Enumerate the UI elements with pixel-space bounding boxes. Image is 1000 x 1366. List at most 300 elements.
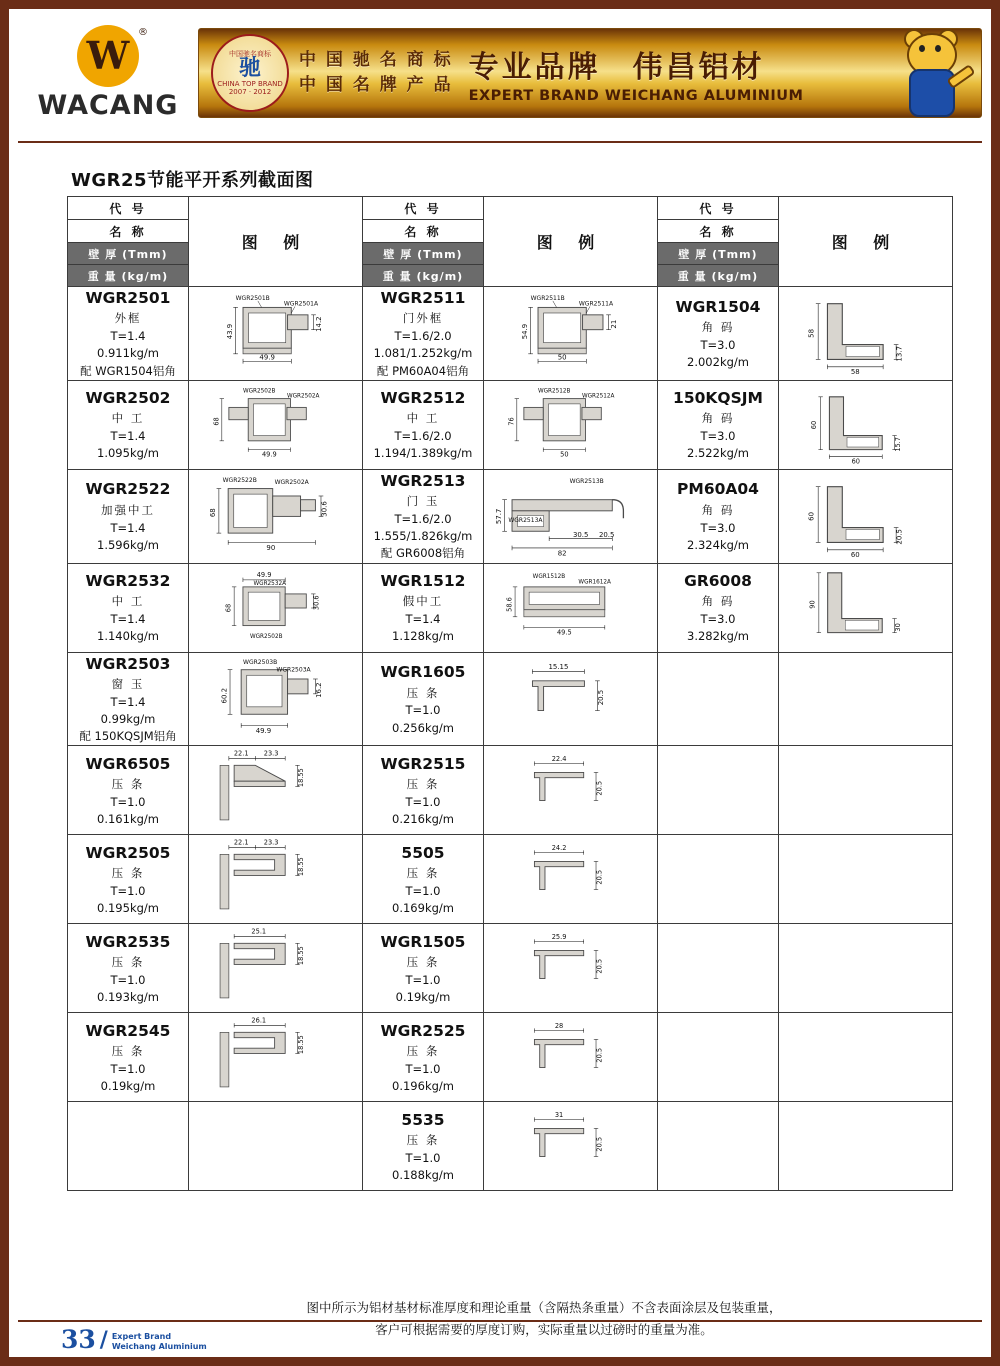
svg-text:WGR2503B: WGR2503B bbox=[243, 658, 278, 666]
profile-code-cell bbox=[68, 380, 189, 469]
profile-code-cell bbox=[658, 287, 779, 381]
profile-extra: 配 WGR1504铝角 bbox=[80, 363, 176, 378]
svg-text:30.6: 30.6 bbox=[312, 595, 321, 610]
header-code: 代 号 bbox=[363, 197, 483, 220]
table-row bbox=[68, 1102, 953, 1191]
footer-divider bbox=[18, 1320, 982, 1322]
svg-text:22.1: 22.1 bbox=[233, 750, 249, 759]
note-line-2: 客户可根据需要的厚度订购，实际重量以过磅时的重量为准。 bbox=[375, 1321, 713, 1337]
svg-text:57.7: 57.7 bbox=[494, 508, 503, 524]
svg-text:WGR2532A: WGR2532A bbox=[253, 580, 287, 587]
profile-thickness: T=1.6/2.0 bbox=[394, 511, 452, 526]
svg-text:60: 60 bbox=[807, 511, 816, 521]
profile-code-cell bbox=[658, 380, 779, 469]
svg-text:68: 68 bbox=[224, 603, 233, 612]
profile-code-cell bbox=[363, 924, 484, 1013]
profile-name: 压 条 bbox=[406, 1132, 440, 1147]
empty-code-cell bbox=[658, 652, 779, 746]
profile-code-cell bbox=[68, 469, 189, 563]
svg-text:22.1: 22.1 bbox=[233, 839, 249, 848]
profile-weight: 0.161kg/m bbox=[97, 811, 159, 826]
svg-text:20.5: 20.5 bbox=[596, 689, 605, 705]
svg-text:WGR2502A: WGR2502A bbox=[286, 393, 320, 400]
svg-text:49.9: 49.9 bbox=[255, 726, 272, 735]
svg-text:WGR2503A: WGR2503A bbox=[276, 666, 311, 674]
profile-code-cell bbox=[68, 563, 189, 652]
svg-text:23.3: 23.3 bbox=[263, 750, 279, 759]
profile-figure-cell bbox=[189, 563, 363, 652]
svg-text:WGR2513A: WGR2513A bbox=[508, 516, 543, 524]
empty-code-cell bbox=[68, 1102, 189, 1191]
profile-weight: 0.196kg/m bbox=[392, 1078, 454, 1093]
profile-figure-cell bbox=[189, 469, 363, 563]
svg-text:18.55: 18.55 bbox=[296, 857, 305, 877]
cert-line-1: 中 国 驰 名 商 标 bbox=[299, 50, 453, 71]
profile-code: WGR1605 bbox=[380, 663, 466, 682]
svg-text:WGR2513B: WGR2513B bbox=[569, 477, 604, 485]
profile-cross-section-icon bbox=[189, 381, 362, 469]
svg-text:20.5: 20.5 bbox=[595, 1137, 604, 1153]
profile-cross-section-icon bbox=[189, 287, 362, 380]
profile-weight: 1.596kg/m bbox=[97, 537, 159, 552]
profile-cross-section-icon bbox=[484, 924, 657, 1012]
profile-code-cell bbox=[363, 746, 484, 835]
profile-cross-section-icon bbox=[779, 564, 952, 652]
svg-text:20.5: 20.5 bbox=[595, 959, 604, 975]
profile-weight: 0.99kg/m bbox=[100, 711, 156, 726]
profile-cross-section-icon bbox=[189, 746, 362, 834]
profile-cross-section-icon bbox=[484, 564, 657, 652]
profile-cross-section-icon bbox=[484, 653, 657, 746]
profile-name: 压 条 bbox=[406, 776, 440, 791]
seal-year: 2007 · 2012 bbox=[228, 88, 272, 97]
profile-name: 中 工 bbox=[406, 411, 440, 426]
profile-code: 5505 bbox=[401, 843, 445, 862]
profile-name: 角 码 bbox=[701, 319, 735, 334]
table-row bbox=[68, 746, 953, 835]
profile-weight: 0.256kg/m bbox=[392, 720, 454, 735]
svg-text:15.7: 15.7 bbox=[893, 436, 902, 452]
profile-figure-cell bbox=[779, 563, 953, 652]
svg-text:16.2: 16.2 bbox=[314, 682, 323, 698]
logo-letter: W bbox=[86, 33, 130, 78]
header-weight: 重 量 (kg/m) bbox=[68, 265, 188, 286]
profile-code-cell bbox=[363, 1102, 484, 1191]
profiles-table-wrapper bbox=[67, 196, 951, 1191]
china-top-brand-seal-icon bbox=[211, 34, 289, 112]
profile-thickness: T=1.0 bbox=[110, 794, 146, 809]
profile-figure-cell bbox=[484, 652, 658, 746]
svg-text:18.55: 18.55 bbox=[296, 946, 305, 966]
profile-weight: 0.188kg/m bbox=[392, 1167, 454, 1182]
profile-thickness: T=1.0 bbox=[405, 972, 441, 987]
svg-text:49.9: 49.9 bbox=[261, 450, 277, 459]
profile-cross-section-icon bbox=[189, 564, 362, 652]
profile-name: 加强中工 bbox=[101, 502, 155, 517]
profile-code-cell bbox=[68, 746, 189, 835]
header-figure: 图 例 bbox=[779, 197, 953, 287]
profile-thickness: T=1.4 bbox=[110, 694, 146, 709]
page-number bbox=[61, 1327, 207, 1352]
profile-code-cell bbox=[68, 835, 189, 924]
profile-weight: 0.169kg/m bbox=[392, 900, 454, 915]
wacang-logo-icon bbox=[77, 25, 148, 87]
svg-text:20.5: 20.5 bbox=[598, 530, 615, 539]
profile-weight: 2.324kg/m bbox=[687, 537, 749, 552]
page-title: WGR25节能平开系列截面图 bbox=[71, 170, 314, 191]
profile-cross-section-icon bbox=[189, 470, 362, 563]
profile-code-cell bbox=[363, 835, 484, 924]
table-row bbox=[68, 835, 953, 924]
profile-code-cell bbox=[68, 652, 189, 746]
profile-thickness: T=1.0 bbox=[405, 1150, 441, 1165]
profile-thickness: T=1.4 bbox=[110, 329, 146, 344]
profile-name: 压 条 bbox=[406, 865, 440, 880]
profile-code: WGR2525 bbox=[380, 1021, 466, 1040]
profile-weight: 1.081/1.252kg/m bbox=[373, 346, 473, 361]
profile-name: 角 码 bbox=[701, 594, 735, 609]
profile-extra: 配 PM60A04铝角 bbox=[376, 363, 470, 378]
brand-cn-primary: 专业品牌 bbox=[468, 50, 601, 85]
profile-figure-cell bbox=[189, 835, 363, 924]
svg-text:WGR2512B: WGR2512B bbox=[537, 388, 571, 395]
profile-name: 窗 玉 bbox=[111, 676, 145, 691]
table-header-row bbox=[68, 197, 953, 287]
seal-text-top: 中国驰名商标 bbox=[229, 49, 271, 58]
table-row bbox=[68, 469, 953, 563]
empty-figure-cell bbox=[779, 1013, 953, 1102]
profile-cross-section-icon bbox=[484, 287, 657, 380]
profile-code: WGR2545 bbox=[85, 1021, 171, 1040]
profile-figure-cell bbox=[189, 1013, 363, 1102]
header-figure: 图 例 bbox=[484, 197, 658, 287]
svg-text:WGR2502B: WGR2502B bbox=[242, 388, 276, 395]
svg-text:60.2: 60.2 bbox=[220, 687, 229, 704]
profile-thickness: T=1.4 bbox=[405, 611, 441, 626]
profile-name: 中 工 bbox=[111, 594, 145, 609]
tiger-mascot-icon bbox=[891, 29, 977, 117]
page-header bbox=[18, 9, 982, 137]
header-name: 名 称 bbox=[363, 220, 483, 243]
profile-cross-section-icon bbox=[779, 381, 952, 469]
profile-weight: 0.193kg/m bbox=[97, 989, 159, 1004]
profile-thickness: T=3.0 bbox=[700, 337, 736, 352]
empty-code-cell bbox=[658, 1013, 779, 1102]
profile-figure-cell bbox=[484, 287, 658, 381]
footer-note bbox=[234, 1297, 854, 1341]
profile-code: WGR2502 bbox=[85, 389, 171, 408]
svg-text:14.2: 14.2 bbox=[314, 316, 323, 332]
profile-cross-section-icon bbox=[484, 1102, 657, 1190]
profile-figure-cell bbox=[484, 924, 658, 1013]
svg-text:50: 50 bbox=[557, 353, 567, 362]
profile-name: 压 条 bbox=[406, 954, 440, 969]
svg-text:WGR2501B: WGR2501B bbox=[235, 294, 270, 302]
profile-code-cell bbox=[68, 924, 189, 1013]
profile-thickness: T=1.0 bbox=[405, 883, 441, 898]
profile-weight: 0.19kg/m bbox=[395, 989, 451, 1004]
certification-marks bbox=[299, 48, 453, 97]
profile-name: 压 条 bbox=[111, 776, 145, 791]
table-row bbox=[68, 380, 953, 469]
empty-figure-cell bbox=[779, 1102, 953, 1191]
profile-thickness: T=1.4 bbox=[110, 611, 146, 626]
profile-thickness: T=1.0 bbox=[405, 703, 441, 718]
empty-figure-cell bbox=[779, 652, 953, 746]
profile-code-cell bbox=[363, 1013, 484, 1102]
svg-text:49.9: 49.9 bbox=[256, 570, 272, 579]
profile-code: WGR2532 bbox=[85, 571, 171, 590]
header-name: 名 称 bbox=[68, 220, 188, 243]
profile-cross-section-icon bbox=[189, 835, 362, 923]
empty-code-cell bbox=[658, 1102, 779, 1191]
profile-thickness: T=1.0 bbox=[405, 1061, 441, 1076]
svg-text:WGR2501A: WGR2501A bbox=[283, 300, 319, 308]
profile-figure-cell bbox=[484, 380, 658, 469]
profile-code: WGR1504 bbox=[675, 297, 761, 316]
profile-code: WGR2501 bbox=[85, 289, 171, 307]
profile-figure-cell bbox=[484, 469, 658, 563]
profile-thickness: T=1.0 bbox=[405, 794, 441, 809]
profile-code: WGR1512 bbox=[380, 571, 466, 590]
brand-banner bbox=[198, 28, 982, 118]
profile-name: 门 玉 bbox=[406, 494, 440, 509]
profile-thickness: T=1.0 bbox=[110, 1061, 146, 1076]
profile-name: 门外框 bbox=[402, 311, 444, 326]
svg-text:WGR1612A: WGR1612A bbox=[578, 578, 611, 585]
svg-text:15.15: 15.15 bbox=[548, 662, 569, 671]
svg-text:30.6: 30.6 bbox=[320, 501, 329, 517]
profile-thickness: T=1.4 bbox=[110, 520, 146, 535]
profile-code-cell bbox=[363, 380, 484, 469]
profile-name: 压 条 bbox=[111, 1043, 145, 1058]
svg-text:68: 68 bbox=[209, 508, 218, 517]
svg-text:58: 58 bbox=[807, 328, 816, 338]
profile-code-cell bbox=[363, 563, 484, 652]
profile-code: GR6008 bbox=[684, 571, 752, 590]
table-row bbox=[68, 1013, 953, 1102]
company-logo bbox=[18, 9, 198, 137]
profile-code: WGR2522 bbox=[85, 480, 171, 499]
svg-text:60: 60 bbox=[851, 457, 861, 466]
svg-text:30.5: 30.5 bbox=[572, 530, 589, 539]
profile-thickness: T=1.6/2.0 bbox=[394, 429, 452, 444]
profile-weight: 2.002kg/m bbox=[687, 354, 749, 369]
header-name: 名 称 bbox=[658, 220, 778, 243]
svg-text:20.5: 20.5 bbox=[895, 528, 904, 545]
svg-text:82: 82 bbox=[557, 549, 567, 558]
profile-code: WGR2535 bbox=[85, 932, 171, 951]
svg-text:WGR1512B: WGR1512B bbox=[532, 573, 566, 580]
svg-text:23.3: 23.3 bbox=[263, 839, 279, 848]
profile-weight: 0.195kg/m bbox=[97, 900, 159, 915]
profile-weight: 0.216kg/m bbox=[392, 811, 454, 826]
profile-cross-section-icon bbox=[189, 653, 362, 746]
empty-code-cell bbox=[658, 835, 779, 924]
svg-text:24.2: 24.2 bbox=[551, 844, 567, 853]
header-thickness: 壁 厚 (Tmm) bbox=[658, 243, 778, 265]
profile-weight: 0.19kg/m bbox=[100, 1078, 156, 1093]
svg-text:21: 21 bbox=[609, 319, 618, 329]
profile-name: 压 条 bbox=[406, 1043, 440, 1058]
profile-name: 压 条 bbox=[111, 954, 145, 969]
profile-name: 角 码 bbox=[701, 411, 735, 426]
svg-text:49.5: 49.5 bbox=[556, 628, 572, 637]
svg-text:WGR2511B: WGR2511B bbox=[530, 294, 565, 302]
profile-figure-cell bbox=[484, 563, 658, 652]
profile-weight: 1.194/1.389kg/m bbox=[373, 446, 473, 461]
svg-text:58: 58 bbox=[850, 368, 860, 377]
profile-code-cell bbox=[363, 469, 484, 563]
empty-figure-cell bbox=[779, 924, 953, 1013]
profile-cross-section-icon bbox=[484, 1013, 657, 1101]
profile-weight: 2.522kg/m bbox=[687, 446, 749, 461]
profile-weight: 1.555/1.826kg/m bbox=[373, 529, 473, 544]
cert-line-2: 中 国 名 牌 产 品 bbox=[299, 75, 453, 95]
empty-code-cell bbox=[658, 924, 779, 1013]
svg-text:43.9: 43.9 bbox=[225, 323, 234, 340]
profile-figure-cell bbox=[779, 469, 953, 563]
profile-cross-section-icon bbox=[189, 924, 362, 1012]
profile-name: 假中工 bbox=[402, 594, 444, 609]
profile-figure-cell bbox=[779, 380, 953, 469]
profile-name: 外框 bbox=[114, 311, 142, 326]
svg-text:60: 60 bbox=[810, 420, 819, 430]
header-divider bbox=[18, 141, 982, 143]
note-line-1: 图中所示为铝材基材标准厚度和理论重量（含隔热条重量）不含表面涂层及包装重量， bbox=[306, 1300, 782, 1315]
profile-cross-section-icon bbox=[484, 381, 657, 469]
profile-name: 中 工 bbox=[111, 411, 145, 426]
svg-text:25.1: 25.1 bbox=[251, 928, 267, 937]
svg-text:18.55: 18.55 bbox=[296, 768, 305, 788]
page-number-value: 33 bbox=[61, 1325, 96, 1354]
svg-text:WGR2511A: WGR2511A bbox=[578, 300, 614, 308]
svg-text:60: 60 bbox=[850, 551, 860, 560]
profile-code: WGR2513 bbox=[380, 471, 466, 490]
header-weight: 重 量 (kg/m) bbox=[363, 265, 483, 286]
profile-thickness: T=1.0 bbox=[110, 972, 146, 987]
svg-text:WGR2502B: WGR2502B bbox=[249, 633, 283, 640]
svg-text:90: 90 bbox=[808, 599, 817, 609]
profile-thickness: T=1.4 bbox=[110, 429, 146, 444]
profile-code-cell bbox=[363, 652, 484, 746]
empty-figure-cell bbox=[189, 1102, 363, 1191]
profile-thickness: T=1.0 bbox=[110, 883, 146, 898]
svg-text:20.5: 20.5 bbox=[595, 870, 604, 886]
svg-text:26.1: 26.1 bbox=[251, 1017, 267, 1026]
profile-figure-cell bbox=[189, 924, 363, 1013]
header-weight: 重 量 (kg/m) bbox=[658, 265, 778, 286]
profile-figure-cell bbox=[779, 287, 953, 381]
profile-cross-section-icon bbox=[779, 287, 952, 380]
profile-code: WGR1505 bbox=[380, 932, 466, 951]
profile-code: WGR6505 bbox=[85, 754, 171, 773]
svg-text:13.7: 13.7 bbox=[895, 346, 904, 362]
svg-text:76: 76 bbox=[507, 417, 516, 426]
page-number-slash: / bbox=[99, 1328, 108, 1353]
logo-wordmark: WACANG bbox=[37, 90, 179, 121]
empty-figure-cell bbox=[779, 835, 953, 924]
profile-code-cell bbox=[658, 563, 779, 652]
svg-text:31: 31 bbox=[554, 1111, 564, 1120]
footer-brand-line-1: Expert Brand bbox=[111, 1332, 172, 1341]
svg-text:20.5: 20.5 bbox=[595, 781, 604, 797]
svg-text:25.9: 25.9 bbox=[551, 933, 567, 942]
profile-cross-section-icon bbox=[484, 470, 657, 563]
profile-code: WGR2515 bbox=[380, 754, 466, 773]
header-figure: 图 例 bbox=[189, 197, 363, 287]
profile-name: 压 条 bbox=[406, 685, 440, 700]
table-row bbox=[68, 287, 953, 381]
profile-weight: 3.282kg/m bbox=[687, 629, 749, 644]
profile-figure-cell bbox=[189, 652, 363, 746]
profile-figure-cell bbox=[484, 746, 658, 835]
profile-weight: 1.095kg/m bbox=[97, 446, 159, 461]
profile-figure-cell bbox=[484, 1013, 658, 1102]
profile-thickness: T=3.0 bbox=[700, 611, 736, 626]
footer-brand-line-2: Weichang Aluminium bbox=[111, 1342, 207, 1351]
svg-text:58.6: 58.6 bbox=[505, 596, 514, 612]
header-code-cell bbox=[68, 197, 189, 287]
header-code: 代 号 bbox=[658, 197, 778, 220]
profile-code: 5535 bbox=[401, 1110, 445, 1129]
svg-text:28: 28 bbox=[554, 1022, 564, 1031]
profile-figure-cell bbox=[484, 1102, 658, 1191]
profile-figure-cell bbox=[189, 380, 363, 469]
profile-cross-section-icon bbox=[484, 746, 657, 834]
header-code-cell bbox=[363, 197, 484, 287]
profile-figure-cell bbox=[484, 835, 658, 924]
header-code: 代 号 bbox=[68, 197, 188, 220]
profile-thickness: T=3.0 bbox=[700, 520, 736, 535]
svg-text:50: 50 bbox=[560, 450, 569, 459]
svg-text:18.55: 18.55 bbox=[296, 1035, 305, 1055]
brand-headline bbox=[469, 42, 891, 104]
svg-text:90: 90 bbox=[266, 543, 276, 552]
profile-code: WGR2505 bbox=[85, 843, 171, 862]
table-row bbox=[68, 563, 953, 652]
profile-code-cell bbox=[68, 287, 189, 381]
svg-text:20.5: 20.5 bbox=[595, 1048, 604, 1064]
seal-text-bottom: CHINA TOP BRAND bbox=[217, 79, 283, 88]
profiles-table bbox=[67, 196, 953, 1191]
profile-extra: 配 150KQSJM铝角 bbox=[79, 729, 177, 744]
profile-code: 150KQSJM bbox=[673, 389, 763, 408]
profile-figure-cell bbox=[189, 746, 363, 835]
svg-text:68: 68 bbox=[212, 417, 221, 426]
header-thickness: 壁 厚 (Tmm) bbox=[68, 243, 188, 265]
profile-code-cell bbox=[658, 469, 779, 563]
empty-figure-cell bbox=[779, 746, 953, 835]
svg-text:WGR2512A: WGR2512A bbox=[581, 393, 615, 400]
profile-cross-section-icon bbox=[484, 835, 657, 923]
header-thickness: 壁 厚 (Tmm) bbox=[363, 243, 483, 265]
profile-name: 压 条 bbox=[111, 865, 145, 880]
brand-cn-secondary: 伟昌铝材 bbox=[632, 50, 765, 85]
profile-weight: 1.128kg/m bbox=[392, 629, 454, 644]
profile-name: 角 码 bbox=[701, 502, 735, 517]
profile-code: WGR2503 bbox=[85, 654, 171, 673]
profile-figure-cell bbox=[189, 287, 363, 381]
profile-weight: 1.140kg/m bbox=[97, 629, 159, 644]
profile-cross-section-icon bbox=[779, 470, 952, 563]
table-row bbox=[68, 924, 953, 1013]
svg-text:30: 30 bbox=[893, 622, 902, 632]
svg-text:WGR2502A: WGR2502A bbox=[274, 478, 309, 486]
brand-en: EXPERT BRAND WEICHANG ALUMINIUM bbox=[468, 88, 804, 104]
profile-weight: 0.911kg/m bbox=[97, 346, 159, 361]
profile-code-cell bbox=[363, 287, 484, 381]
